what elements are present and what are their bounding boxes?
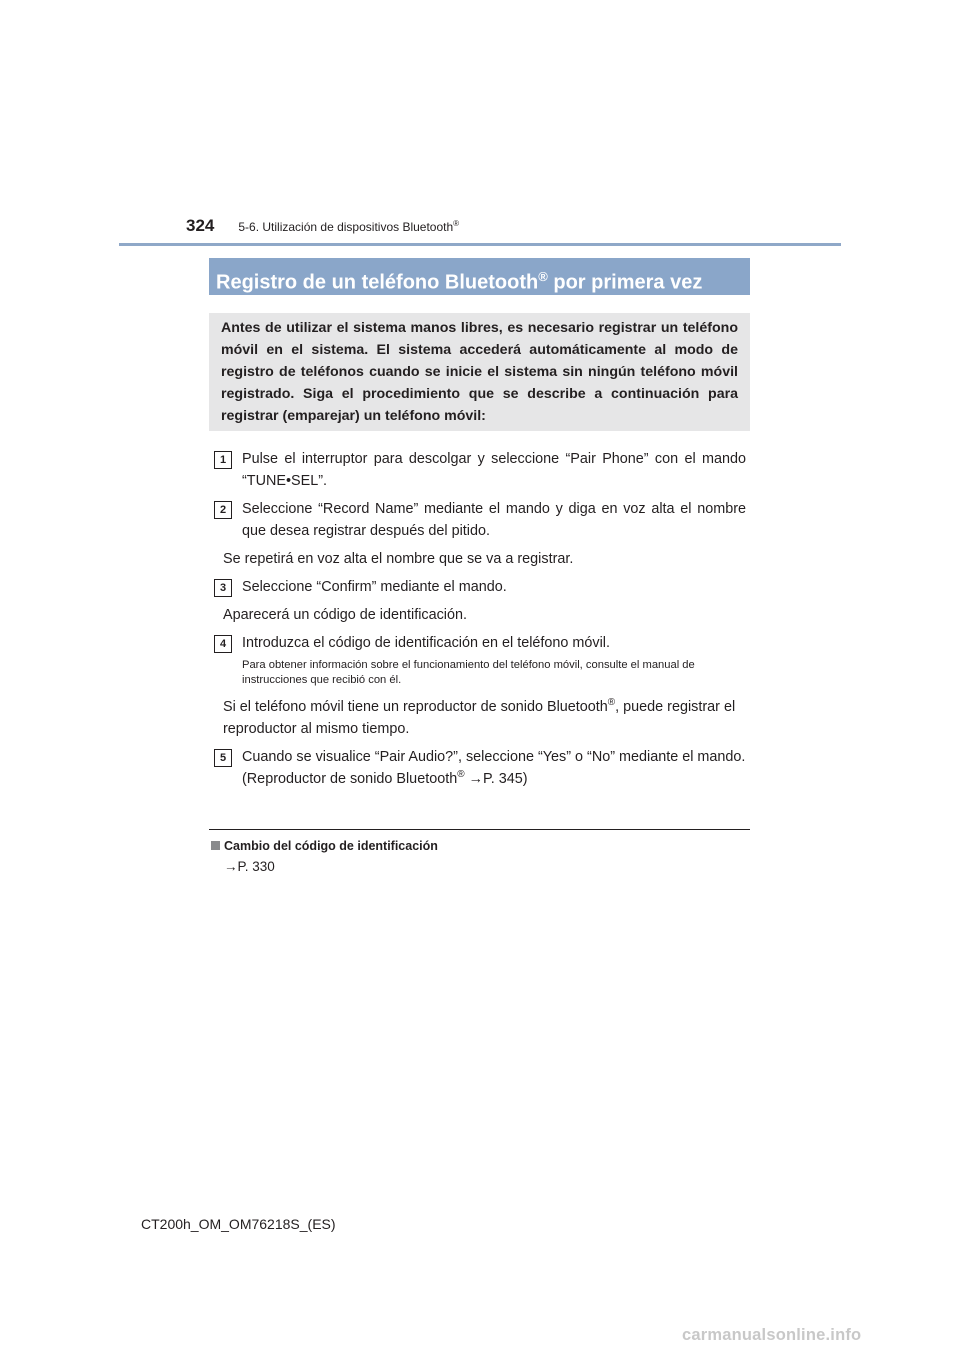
registered-mark: ®: [607, 697, 616, 709]
step-text: Seleccione “Confirm” mediante el mando.: [242, 579, 507, 595]
step-4-info: [214, 696, 746, 740]
page-reference-link[interactable]: →P. 345): [464, 771, 528, 787]
title-registered-mark: ®: [538, 269, 548, 284]
step-number-badge: 1: [214, 451, 232, 469]
section-divider: [209, 829, 750, 830]
header-rule: [119, 243, 841, 246]
subsection-page-reference[interactable]: →P. 330: [224, 859, 275, 874]
step-number-badge: 5: [214, 749, 232, 767]
intro-box: [209, 313, 750, 431]
info-text-end: , puede registrar el reproductor al mismo tiempo.: [223, 699, 736, 737]
section-reference: [238, 219, 459, 234]
step-number-badge: 4: [214, 635, 232, 653]
step-2: [214, 498, 746, 542]
section-title-bar: [209, 258, 750, 295]
info-text: Si el teléfono móvil tiene un reproductor de sonido Bluetooth: [223, 699, 608, 715]
page-number: 324: [186, 216, 215, 235]
registered-mark: ®: [457, 769, 465, 781]
step-3: [214, 576, 746, 598]
document-code: CT200h_OM_OM76218S_(ES): [141, 1216, 336, 1232]
step-4: [214, 632, 746, 654]
subsection-heading-text: Cambio del código de identificación: [224, 839, 438, 853]
subsection-heading: [211, 839, 438, 853]
step-2-result: Se repetirá en voz alta el nombre que se va a registrar.: [223, 551, 574, 567]
step-3-result: Aparecerá un código de identificación.: [223, 607, 468, 623]
step-4-note: Para obtener información sobre el funcionamiento del teléfono móvil, consulte el manual de instrucciones que recibió con él.: [242, 659, 695, 686]
step-1: [214, 448, 746, 492]
title-text-end: por primera vez: [547, 271, 703, 294]
step-text: Cuando se visualice “Pair Audio?”, seleccione “Yes” o “No” mediante el mando.: [242, 749, 746, 765]
step-number-badge: 2: [214, 501, 232, 519]
page-header: [186, 216, 459, 242]
page-title: [209, 258, 750, 302]
section-title: 5-6. Utilización de dispositivos Bluetooth: [238, 220, 454, 234]
procedure: [214, 448, 746, 796]
intro-text: Antes de utilizar el sistema manos libres, es necesario registrar un teléfono móvil en el sistema. El sistema accederá automáticamente al modo de registro de teléfonos cuando se inicie el sistema sin ningún teléfono móvil registrado. Siga el procedimiento que se describe a continuación para registrar (emparejar) un teléfono móvil:: [221, 320, 738, 424]
square-bullet-icon: [211, 841, 220, 850]
registered-mark: ®: [453, 219, 460, 228]
step-text: Pulse el interruptor para descolgar y seleccione “Pair Phone” con el mando “TUNE•SEL”.: [242, 451, 746, 489]
step-text: Introduzca el código de identificación en el teléfono móvil.: [242, 635, 610, 651]
title-text: Registro de un teléfono Bluetooth: [216, 271, 539, 294]
step-text-reference: (Reproductor de sonido Bluetooth: [242, 771, 458, 787]
step-text: Seleccione “Record Name” mediante el mando y diga en voz alta el nombre que desea registrar después del pitido.: [242, 501, 746, 539]
watermark: carmanualsonline.info: [682, 1326, 862, 1344]
step-number-badge: 3: [214, 579, 232, 597]
step-5: [214, 746, 746, 790]
